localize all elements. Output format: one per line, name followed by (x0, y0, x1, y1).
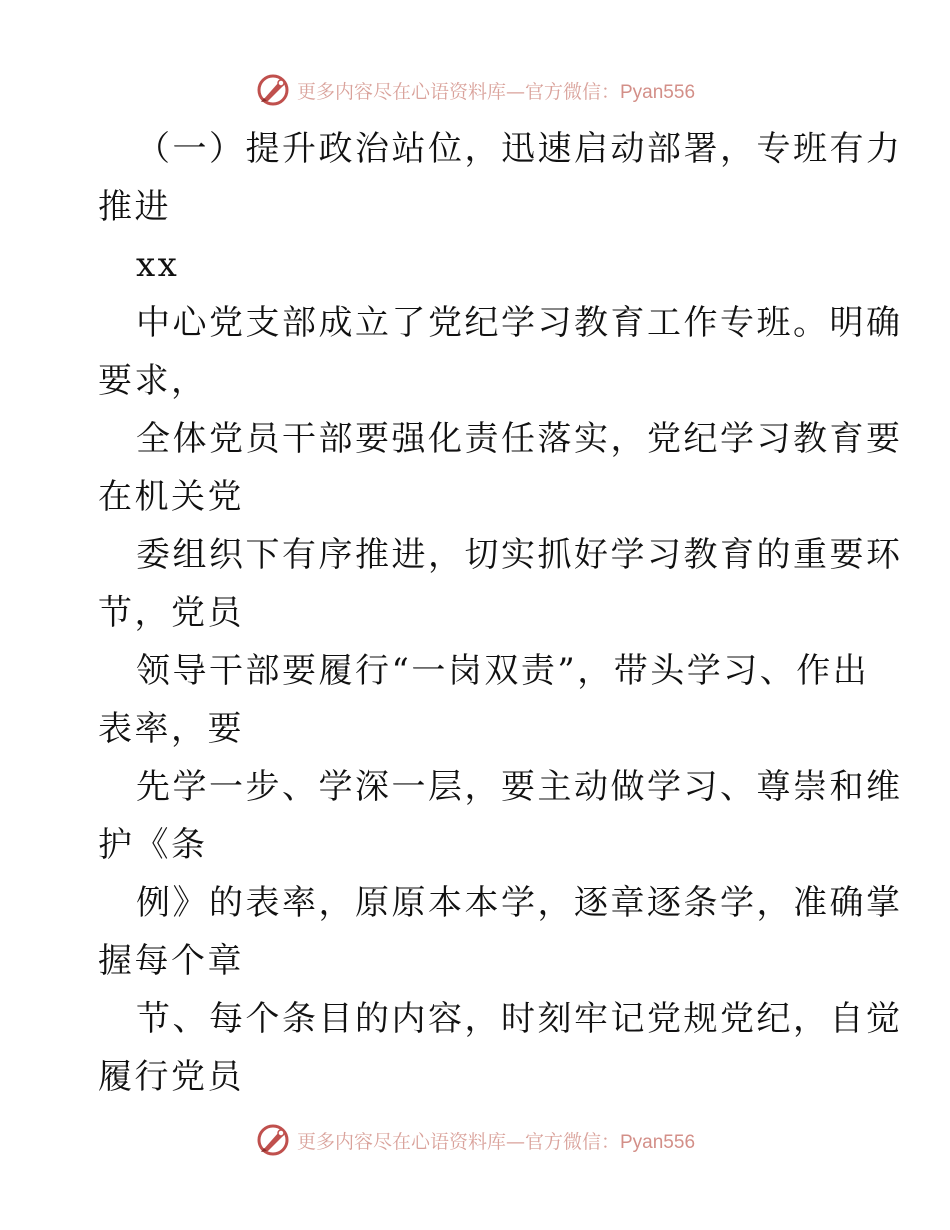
text-line: 委组织下有序推进，切实抓好学习教育的重要环 (136, 535, 903, 575)
pen-logo-icon (255, 72, 291, 108)
header-banner (0, 68, 950, 112)
text-line: 握每个章 (98, 941, 244, 981)
text-line: 中心党支部成立了党纪学习教育工作专班。明确 (136, 303, 903, 343)
banner-label: 更多内容尽在心语资料库—官方微信： (296, 80, 620, 103)
text-line: 在机关党 (98, 477, 244, 517)
banner-text (297, 77, 695, 104)
text-line: 要求， (98, 361, 208, 401)
text-line: （一）提升政治站位，迅速启动部署，专班有力 (136, 129, 903, 169)
banner-wechat-id: Pyan556 (620, 1131, 696, 1153)
text-line: 表率，要 (98, 709, 244, 749)
pen-logo-icon (255, 1122, 291, 1158)
text-line: 例》的表率，原原本本学，逐章逐条学，准确掌 (136, 883, 903, 923)
text-line: 节、每个条目的内容，时刻牢记党规党纪，自觉 (136, 999, 903, 1039)
text-line: 全体党员干部要强化责任落实，党纪学习教育要 (136, 419, 903, 459)
footer-banner (0, 1118, 950, 1162)
banner-label: 更多内容尽在心语资料库—官方微信： (296, 1130, 620, 1153)
text-line: xx (136, 245, 180, 285)
body-text (98, 120, 903, 1106)
banner-text (297, 1127, 695, 1154)
text-line: 履行党员 (98, 1057, 244, 1097)
text-line: 推进 (98, 187, 171, 227)
text-line: 护《条 (98, 825, 208, 865)
text-line: 先学一步、学深一层，要主动做学习、尊崇和维 (136, 767, 903, 807)
text-line: 节，党员 (98, 593, 244, 633)
banner-wechat-id: Pyan556 (620, 81, 696, 103)
text-line: 领导干部要履行“一岗双责”，带头学习、作出 (136, 651, 870, 691)
